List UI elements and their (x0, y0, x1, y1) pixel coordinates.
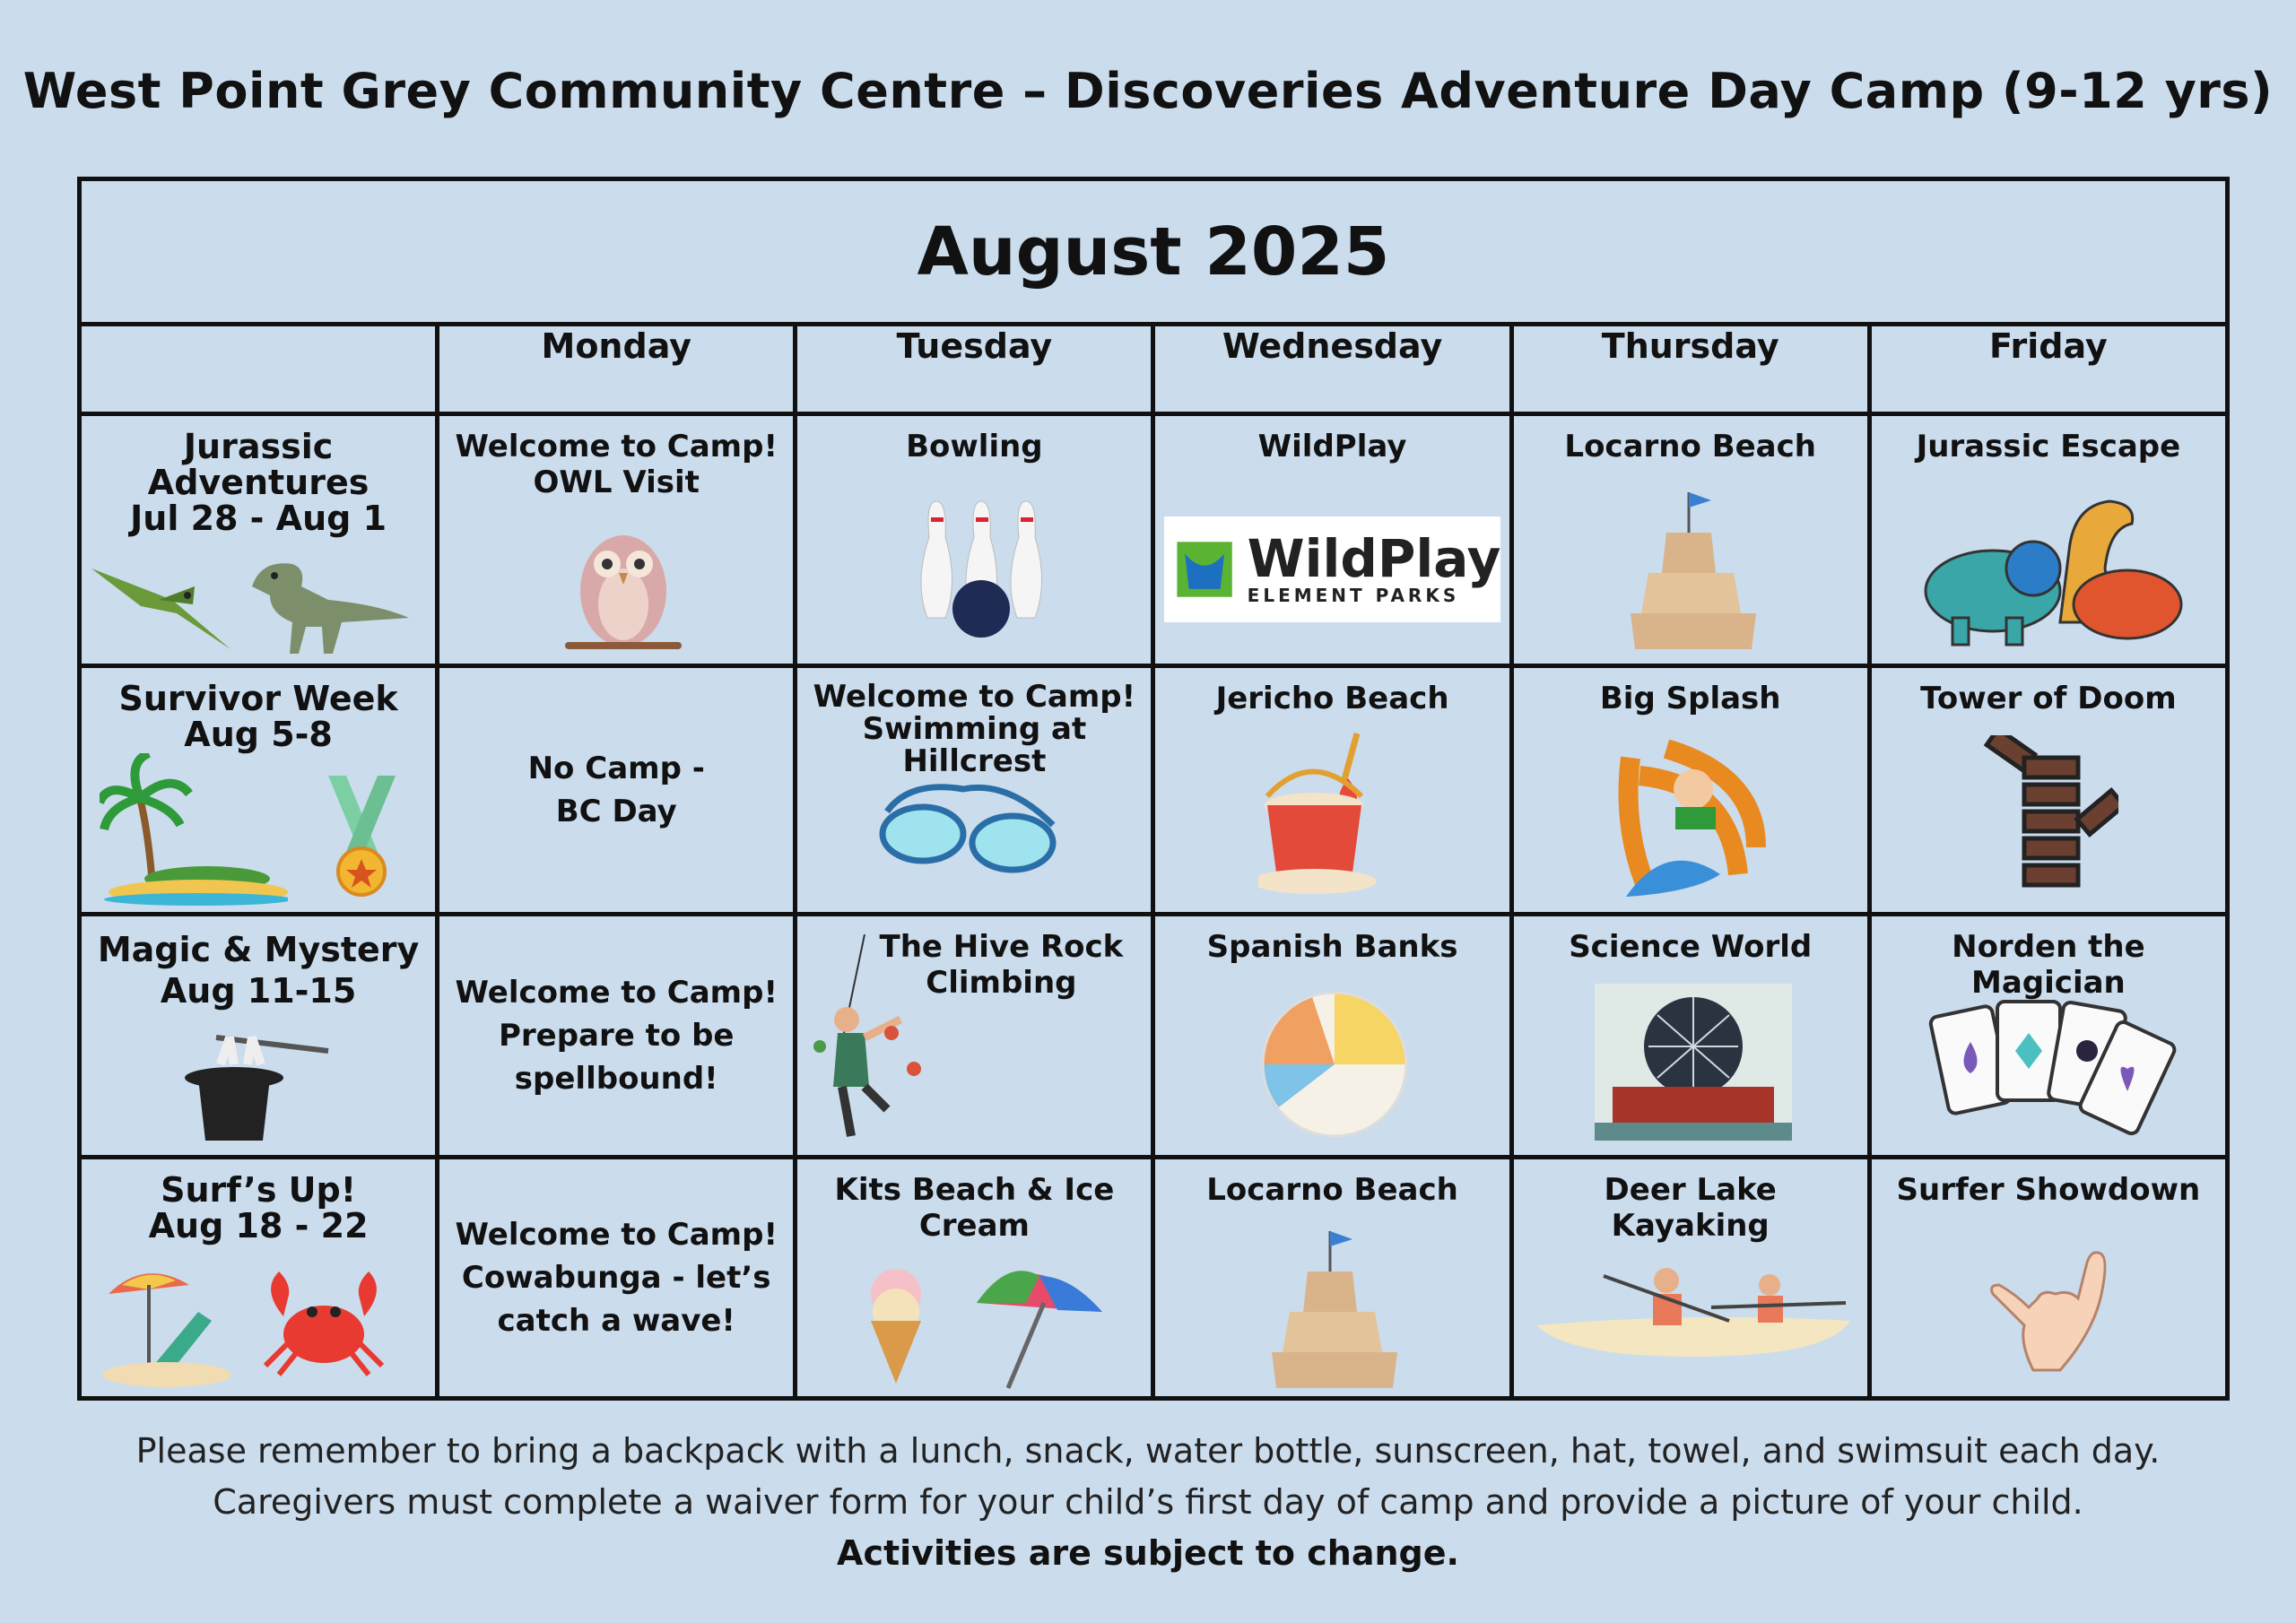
activity-text: Jurassic Escape (1916, 429, 2181, 464)
day-friday: Friday (1869, 325, 2227, 414)
week-theme: Jurassic Adventures Jul 28 - Aug 1 (130, 427, 387, 538)
activity-text: Jericho Beach (1215, 681, 1449, 716)
wildplay-sub: ELEMENT PARKS (1247, 585, 1460, 606)
week-row-1 (80, 414, 2228, 666)
activity-text: Deer Lake Kayaking (1604, 1172, 1777, 1244)
activity-text: Norden the Magician (1952, 929, 2145, 1001)
activity-text: Big Splash (1599, 681, 1781, 716)
rock-climber-icon (802, 934, 936, 1150)
activity-text: Spanish Banks (1206, 929, 1458, 965)
activity-cell (1514, 1159, 1867, 1396)
footer-line-1: Please remember to bring a backpack with a lunch, snack, water bottle, sunscreen, hat, towel, and swimsuit each day. (135, 1431, 2161, 1471)
week-row-2 (80, 666, 2228, 915)
activity-text: Tower of Doom (1920, 681, 2177, 716)
empty-header (80, 325, 438, 414)
footer-line-2: Caregivers must complete a waiver form for your child’s first day of camp and provide a picture of your child. (213, 1482, 2083, 1522)
week-row-3 (80, 915, 2228, 1158)
activity-cell (439, 1159, 793, 1396)
activity-text: Locarno Beach (1206, 1172, 1458, 1208)
activity-cell (1155, 416, 1509, 664)
activity-text: The Hive Rock Climbing (879, 929, 1124, 1001)
goggles-icon (874, 771, 1066, 879)
pterodactyl-icon (87, 551, 239, 658)
week-theme-cell (82, 1159, 435, 1396)
day-tuesday: Tuesday (796, 325, 1153, 414)
activity-text: WildPlay (1257, 429, 1407, 464)
week-theme-cell (82, 668, 435, 912)
activity-text: Welcome to Camp! OWL Visit (455, 429, 778, 500)
week-theme: Surf’s Up! Aug 18 - 22 (148, 1170, 369, 1245)
dinosaurs-icon (1917, 488, 2186, 649)
wildplay-mark-icon (1173, 534, 1236, 605)
beach-ball-icon (1258, 988, 1411, 1141)
activity-cell (797, 668, 1151, 912)
day-header-row (80, 325, 2228, 414)
activity-text: Welcome to Camp! Prepare to be spellbound! (455, 975, 778, 1097)
crab-icon (257, 1263, 391, 1379)
activity-cell (1872, 668, 2225, 912)
activity-text: Surfer Showdown (1896, 1172, 2201, 1208)
kayak-icon (1532, 1258, 1855, 1366)
footer-notes (0, 1426, 2296, 1579)
activity-text: Locarno Beach (1564, 429, 1816, 464)
activity-cell (1872, 416, 2225, 664)
week-theme-cell (82, 416, 435, 664)
activity-text: Science World (1569, 929, 1813, 965)
page-title: West Point Grey Community Centre – Discoveries Adventure Day Camp (9-12 yrs) (22, 63, 2274, 119)
activity-cell (439, 416, 793, 664)
sandcastle-icon (1267, 1227, 1402, 1393)
week-theme-cell (82, 916, 435, 1155)
day-monday: Monday (438, 325, 796, 414)
activity-cell (1872, 916, 2225, 1155)
activity-text: No Camp - BC Day (527, 751, 705, 829)
magic-hat-icon (180, 1028, 333, 1150)
activity-cell (1514, 916, 1867, 1155)
science-world-icon (1595, 984, 1792, 1141)
water-slide-icon (1613, 740, 1774, 901)
activity-cell (439, 916, 793, 1155)
activity-cell (439, 668, 793, 912)
owl-icon (565, 515, 682, 658)
activity-cell (1155, 1159, 1509, 1396)
ice-cream-icon (860, 1263, 932, 1388)
activity-text: Kits Beach & Ice Cream (834, 1172, 1115, 1244)
activity-text: Bowling (906, 429, 1043, 464)
wildplay-logo (1164, 516, 1500, 622)
jenga-tower-icon (1984, 735, 2118, 897)
wildplay-brand: WildPlay (1247, 528, 1501, 589)
activity-cell (1514, 416, 1867, 664)
activity-cell (1872, 1159, 2225, 1396)
activity-cell (797, 416, 1151, 664)
activity-cell (797, 916, 1151, 1155)
week-row-4 (80, 1158, 2228, 1399)
activity-text: Welcome to Camp! Swimming at Hillcrest (813, 679, 1136, 779)
activity-cell (1155, 668, 1509, 912)
week-theme: Survivor Week Aug 5-8 (118, 679, 398, 754)
umbrella-icon (972, 1249, 1107, 1393)
footer-line-3: Activities are subject to change. (837, 1533, 1459, 1573)
day-thursday: Thursday (1511, 325, 1869, 414)
activity-cell (1155, 916, 1509, 1155)
activity-cell (1514, 668, 1867, 912)
month-title: August 2025 (80, 179, 2228, 325)
bowling-icon (909, 492, 1053, 645)
calendar-table (77, 177, 2230, 1401)
palm-island-icon (100, 753, 288, 906)
sandcastle-icon (1626, 488, 1761, 654)
playing-cards-icon (1921, 975, 2181, 1145)
day-wednesday: Wednesday (1153, 325, 1511, 414)
activity-cell (797, 1159, 1151, 1396)
week-theme: Magic & Mystery Aug 11-15 (97, 930, 420, 1011)
t-rex-icon (243, 551, 413, 658)
shaka-hand-icon (1988, 1245, 2114, 1379)
medal-icon (319, 771, 404, 906)
beach-chair-icon (100, 1258, 234, 1388)
sand-bucket-icon (1258, 729, 1393, 899)
activity-text: Welcome to Camp! Cowabunga - let’s catch a wave! (455, 1217, 778, 1339)
